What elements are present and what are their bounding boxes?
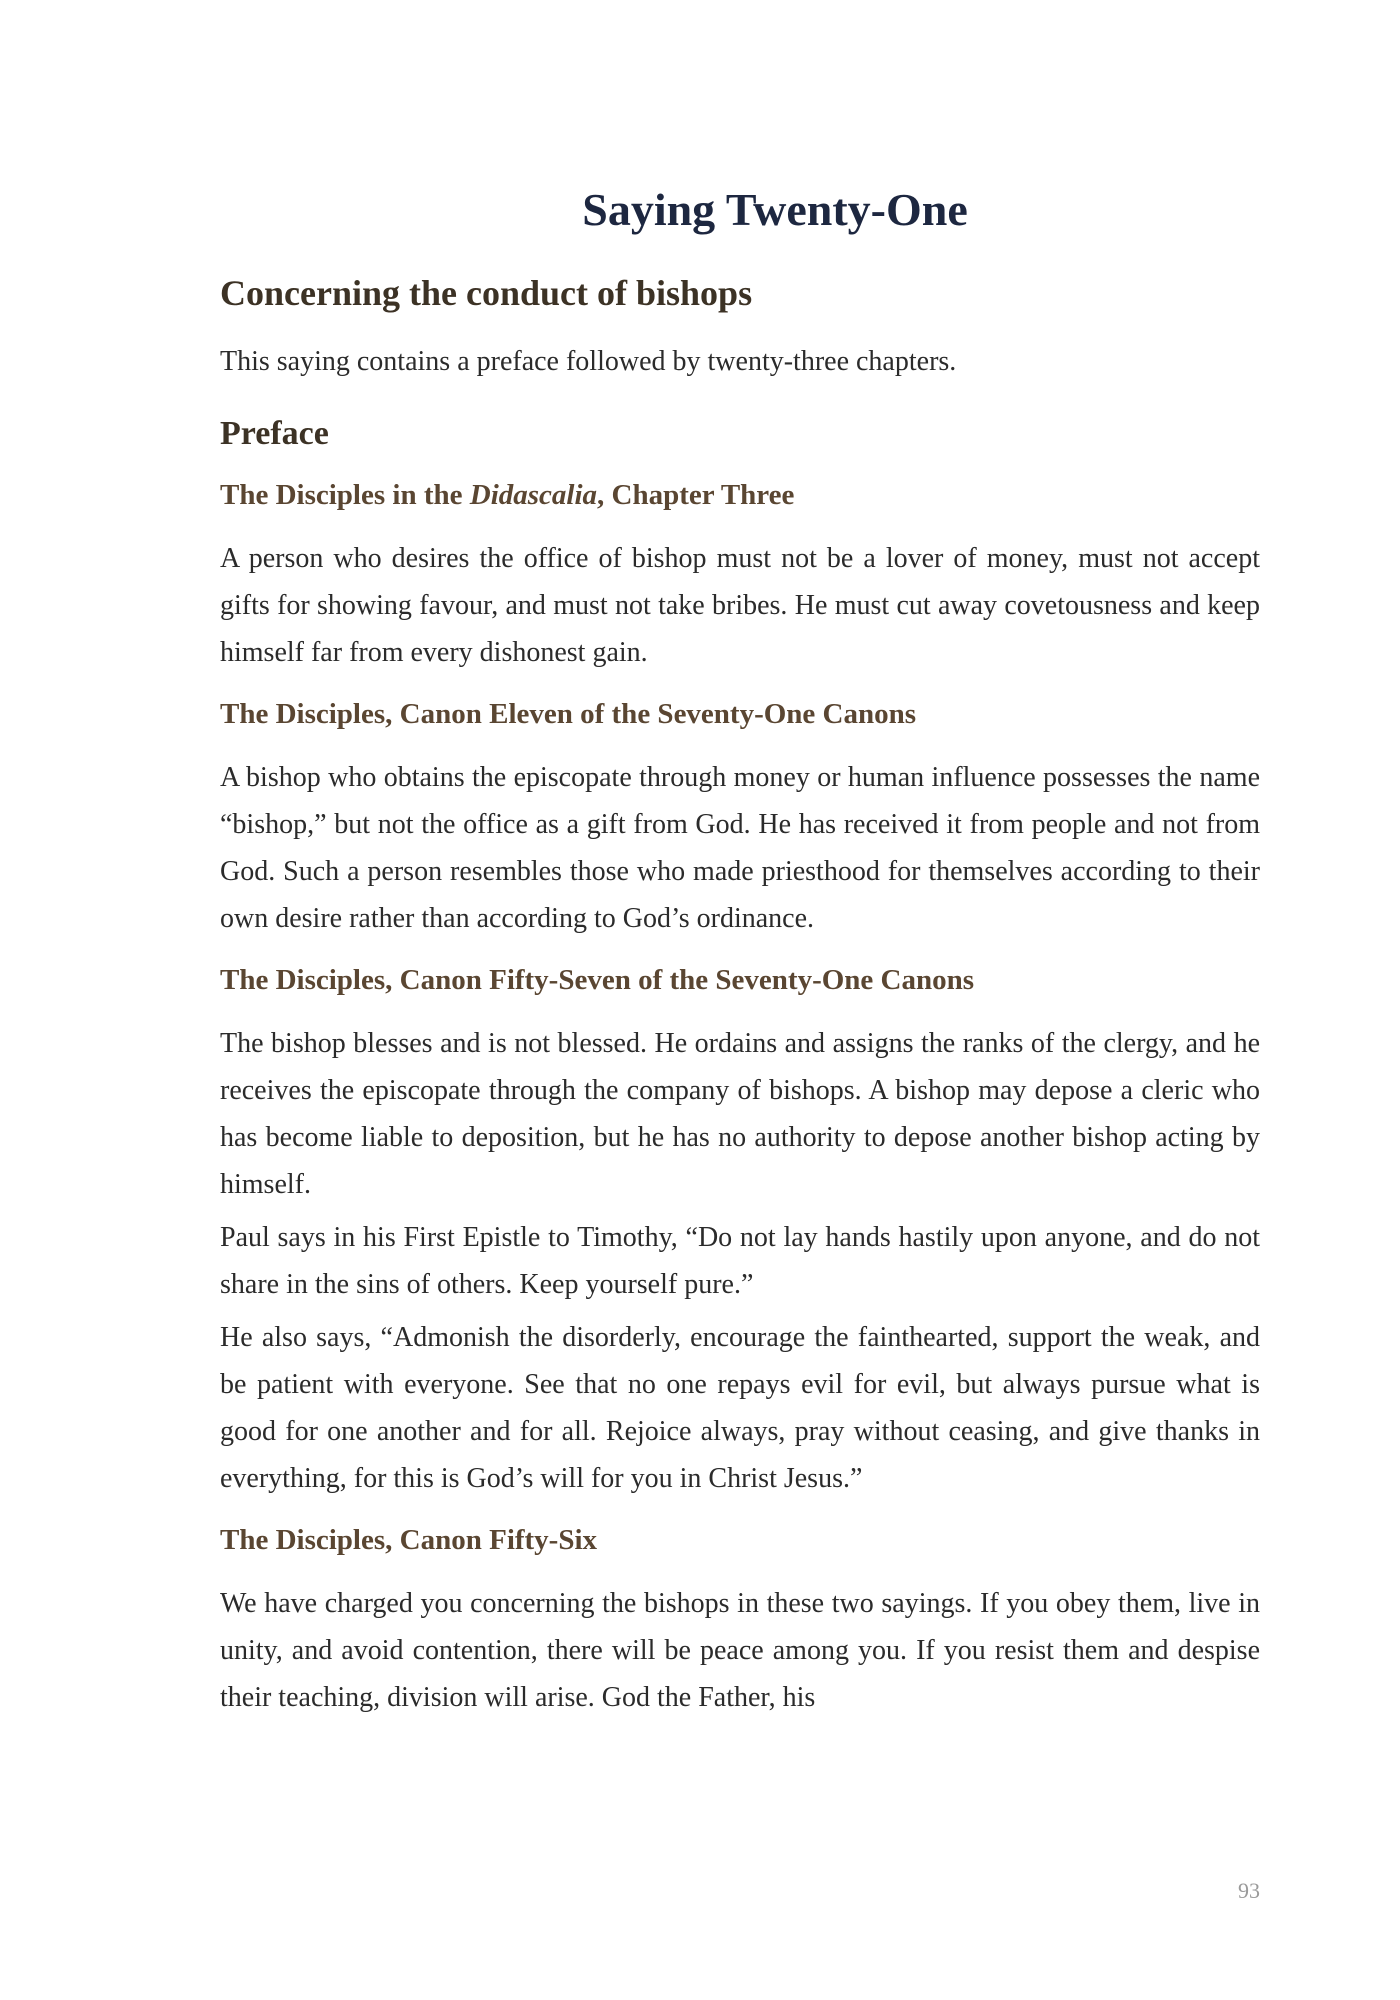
subsection-italic-title: Didascalia bbox=[469, 479, 598, 511]
page-title: Saying Twenty-One bbox=[582, 184, 968, 235]
subsection-heading-canon-fifty-seven: The Disciples, Canon Fifty-Seven of the Seventy-One Canons bbox=[220, 964, 975, 996]
saying-subtitle: Concerning the conduct of bishops bbox=[220, 273, 753, 313]
body-paragraph: The bishop blesses and is not blessed. He ordains and assigns the ranks of the clergy, and he receives the episcopate through the company of bishops. A bishop may depose a cleric who has become liable to deposition, but he has no authority to depose another bishop acting by himself. bbox=[220, 1028, 1260, 1200]
body-paragraph: We have charged you concerning the bishops in these two sayings. If you obey them, live in unity, and avoid contention, there will be peace among you. If you resist them and despise their teaching, division will arise. God the Father, his bbox=[220, 1588, 1260, 1713]
subsection-heading-didascalia bbox=[220, 475, 1260, 515]
body-paragraph: He also says, “Admonish the disorderly, encourage the fainthearted, support the weak, and be patient with everyone. See that no one repays evil for evil, but always pursue what is good for one another and for all. Rejoice always, pray without ceasing, and give thanks in everything, for this is God’s will for you in Christ Jesus.” bbox=[220, 1322, 1260, 1494]
page-content bbox=[220, 180, 1260, 1727]
subsection-text: , Chapter Three bbox=[597, 479, 795, 511]
body-paragraph: A person who desires the office of bishop must not be a lover of money, must not accept gifts for showing favour, and must not take bribes. He must cut away covetousness and keep himself far from every dishonest gain. bbox=[220, 543, 1260, 668]
subsection-heading-canon-eleven: The Disciples, Canon Eleven of the Seventy-One Canons bbox=[220, 698, 917, 730]
section-heading-preface: Preface bbox=[220, 415, 329, 452]
page-number: 93 bbox=[1238, 1878, 1260, 1903]
body-paragraph: Paul says in his First Epistle to Timothy, “Do not lay hands hastily upon anyone, and do not share in the sins of others. Keep yourself pure.” bbox=[220, 1222, 1260, 1300]
intro-paragraph: This saying contains a preface followed by twenty-three chapters. bbox=[220, 346, 957, 377]
body-paragraph: A bishop who obtains the episcopate through money or human influence possesses the name “bishop,” but not the office as a gift from God. He has received it from people and not from God. Such a person resembles those who made priesthood for themselves according to their own desire rather than according to God’s ordinance. bbox=[220, 762, 1260, 934]
subsection-text: The Disciples in the bbox=[220, 479, 470, 511]
subsection-heading-canon-fifty-six: The Disciples, Canon Fifty-Six bbox=[220, 1524, 598, 1556]
